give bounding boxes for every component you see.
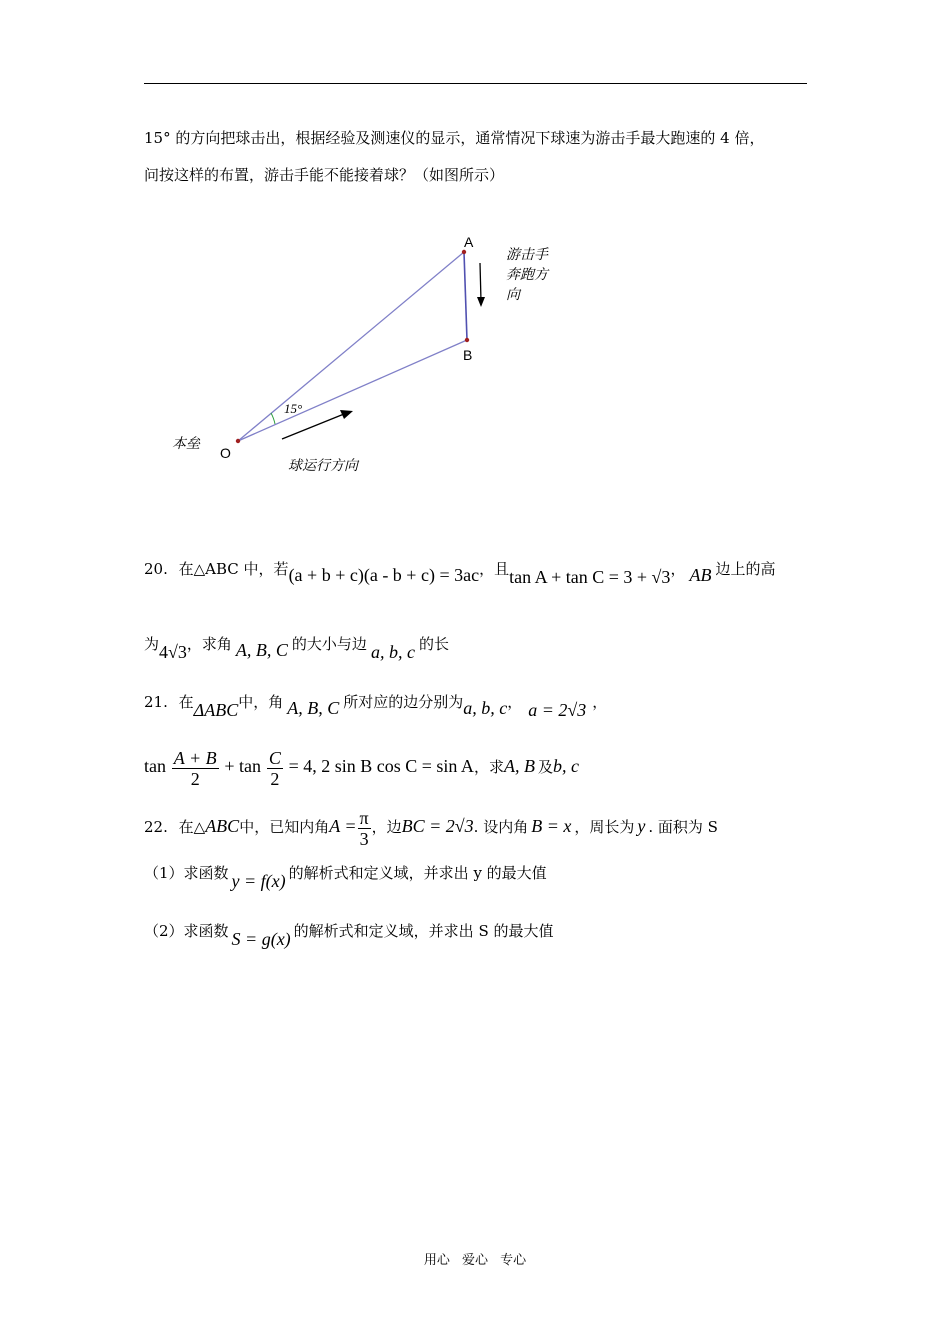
point-o-dot [236,439,240,443]
ball-direction-label: 球运行方向 [288,458,358,474]
baseball-diagram [160,225,580,485]
header-rule [144,83,807,84]
line-ob [238,340,467,441]
q22-part-1-text-b: 的解析式和定义域，并求出 y 的最大值 [288,864,547,882]
q20-text-4: 边上的高 [715,560,776,578]
q22-equation-5: y [637,816,646,836]
q20-line-1 [144,558,776,587]
q20-line-2 [144,633,449,662]
q20-text-3: ， [670,560,686,578]
q22-fraction-numerator: π [359,807,369,828]
footer-text-c: 专心 [500,1253,527,1268]
q21-text-2: 中，角 [238,693,284,711]
q20-equation-4: 4√3 [159,642,187,662]
home-plate-label: 本垒 [172,436,200,452]
q21-equation-7: b, c [552,756,579,776]
q22-text-4: . 设内角 [473,818,529,836]
label-o: O [220,445,231,461]
q20-text-1: 在△ABC 中，若 [178,560,289,578]
q21-tan-1: tan [144,756,166,776]
q21-text-5: ， [592,693,608,711]
q21-fraction-1-denominator: 2 [190,768,200,789]
runner-arrow-head [477,297,485,307]
q20-number: 20. [144,560,168,578]
q22-equation-4: B = x [531,816,572,836]
q21-text-6: ，求 [473,758,504,776]
intro-line-1: 15° 的方向把球击出，根据经验及测速仪的显示，通常情况下球速为游击手最大跑速的 4 倍， [144,129,765,147]
q22-part-1-text-a: （1）求函数 [144,864,229,882]
q20-equation-5: A, B, C [235,640,288,660]
q22-text-2: 中，已知内角 [239,818,330,836]
q22-fraction-denominator: 3 [359,828,369,849]
q20-text-7: 的大小与边 [291,635,367,653]
q21-fraction-2-numerator: C [268,747,281,768]
page-footer [0,1249,950,1268]
footer-text-b: 爱心 [461,1253,488,1268]
runner-label-line-1: 游击手 [506,247,548,263]
q21-equation-6: A, B [503,756,535,776]
q21-fraction-1-numerator: A + B [173,747,217,768]
q20-equation-6: a, b, c [370,642,415,662]
q21-text-7: 及 [537,758,553,776]
q22-text-3: ，边 [371,818,402,836]
angle-arc [271,413,275,424]
footer-text-a: 用心 [423,1253,450,1268]
q20-equation-1: (a + b + c)(a - b + c) = 3ac [288,565,480,585]
q21-fraction-1 [172,748,219,789]
q20-text-6: ，求角 [186,635,232,653]
q21-equation-4: a = 2√3 [528,700,587,720]
q21-line-1 [144,691,608,720]
q20-text-8: 的长 [418,635,449,653]
q22-text-5: ，周长为 [574,818,635,836]
runner-label-line-3: 向 [506,287,520,303]
q20-equation-3: AB [689,565,712,585]
label-a: A [464,234,474,250]
q21-text-1: 在 [178,693,194,711]
q22-equation-3: BC = 2√3 [401,816,474,836]
q20-equation-2: tan A + tan C = 3 + √3 [509,567,671,587]
q21-equation-5: = 4, 2 sin B cos C = sin A [288,756,474,776]
q22-equation-1: ABC [205,816,240,836]
q20-text-5: 为 [144,635,160,653]
runner-label-line-2: 奔跑方 [506,267,548,283]
q22-part-2-text-a: （2）求函数 [144,922,229,940]
line-ab [464,252,467,340]
intro-line-2: 问按这样的布置，游击手能不能接着球？（如图所示） [144,166,505,184]
q22-text-1: 在△ [178,818,206,836]
point-a-dot [462,250,466,254]
q22-line-1 [144,804,718,849]
q22-part-1 [144,862,547,891]
q22-part-1-equation: y = f(x) [231,871,286,891]
q21-fraction-2 [267,748,283,789]
q21-equation-3: a, b, c [463,698,508,718]
q21-plus-tan: + tan [224,756,262,776]
q22-part-2-equation: S = g(x) [231,929,291,949]
q22-text-6: . 面积为 S [648,818,718,836]
q22-equation-2: A = [329,816,357,836]
point-b-dot [465,338,469,342]
q21-equation-1: ΔABC [193,700,239,720]
q22-part-2 [144,920,554,949]
q21-fraction-2-denominator: 2 [270,768,280,789]
angle-label: 15° [284,401,303,416]
q22-part-2-text-b: 的解析式和定义域，并求出 S 的最大值 [293,922,554,940]
runner-arrow-shaft [480,263,481,301]
q21-line-2 [144,744,579,789]
q21-text-3: 所对应的边分别为 [343,693,464,711]
q21-text-4: ， [507,693,523,711]
q21-number: 21. [144,693,168,711]
label-b: B [463,347,473,363]
q20-text-2: ，且 [479,560,510,578]
q21-equation-2: A, B, C [287,698,340,718]
q22-fraction [358,808,371,849]
q22-number: 22. [144,818,168,836]
